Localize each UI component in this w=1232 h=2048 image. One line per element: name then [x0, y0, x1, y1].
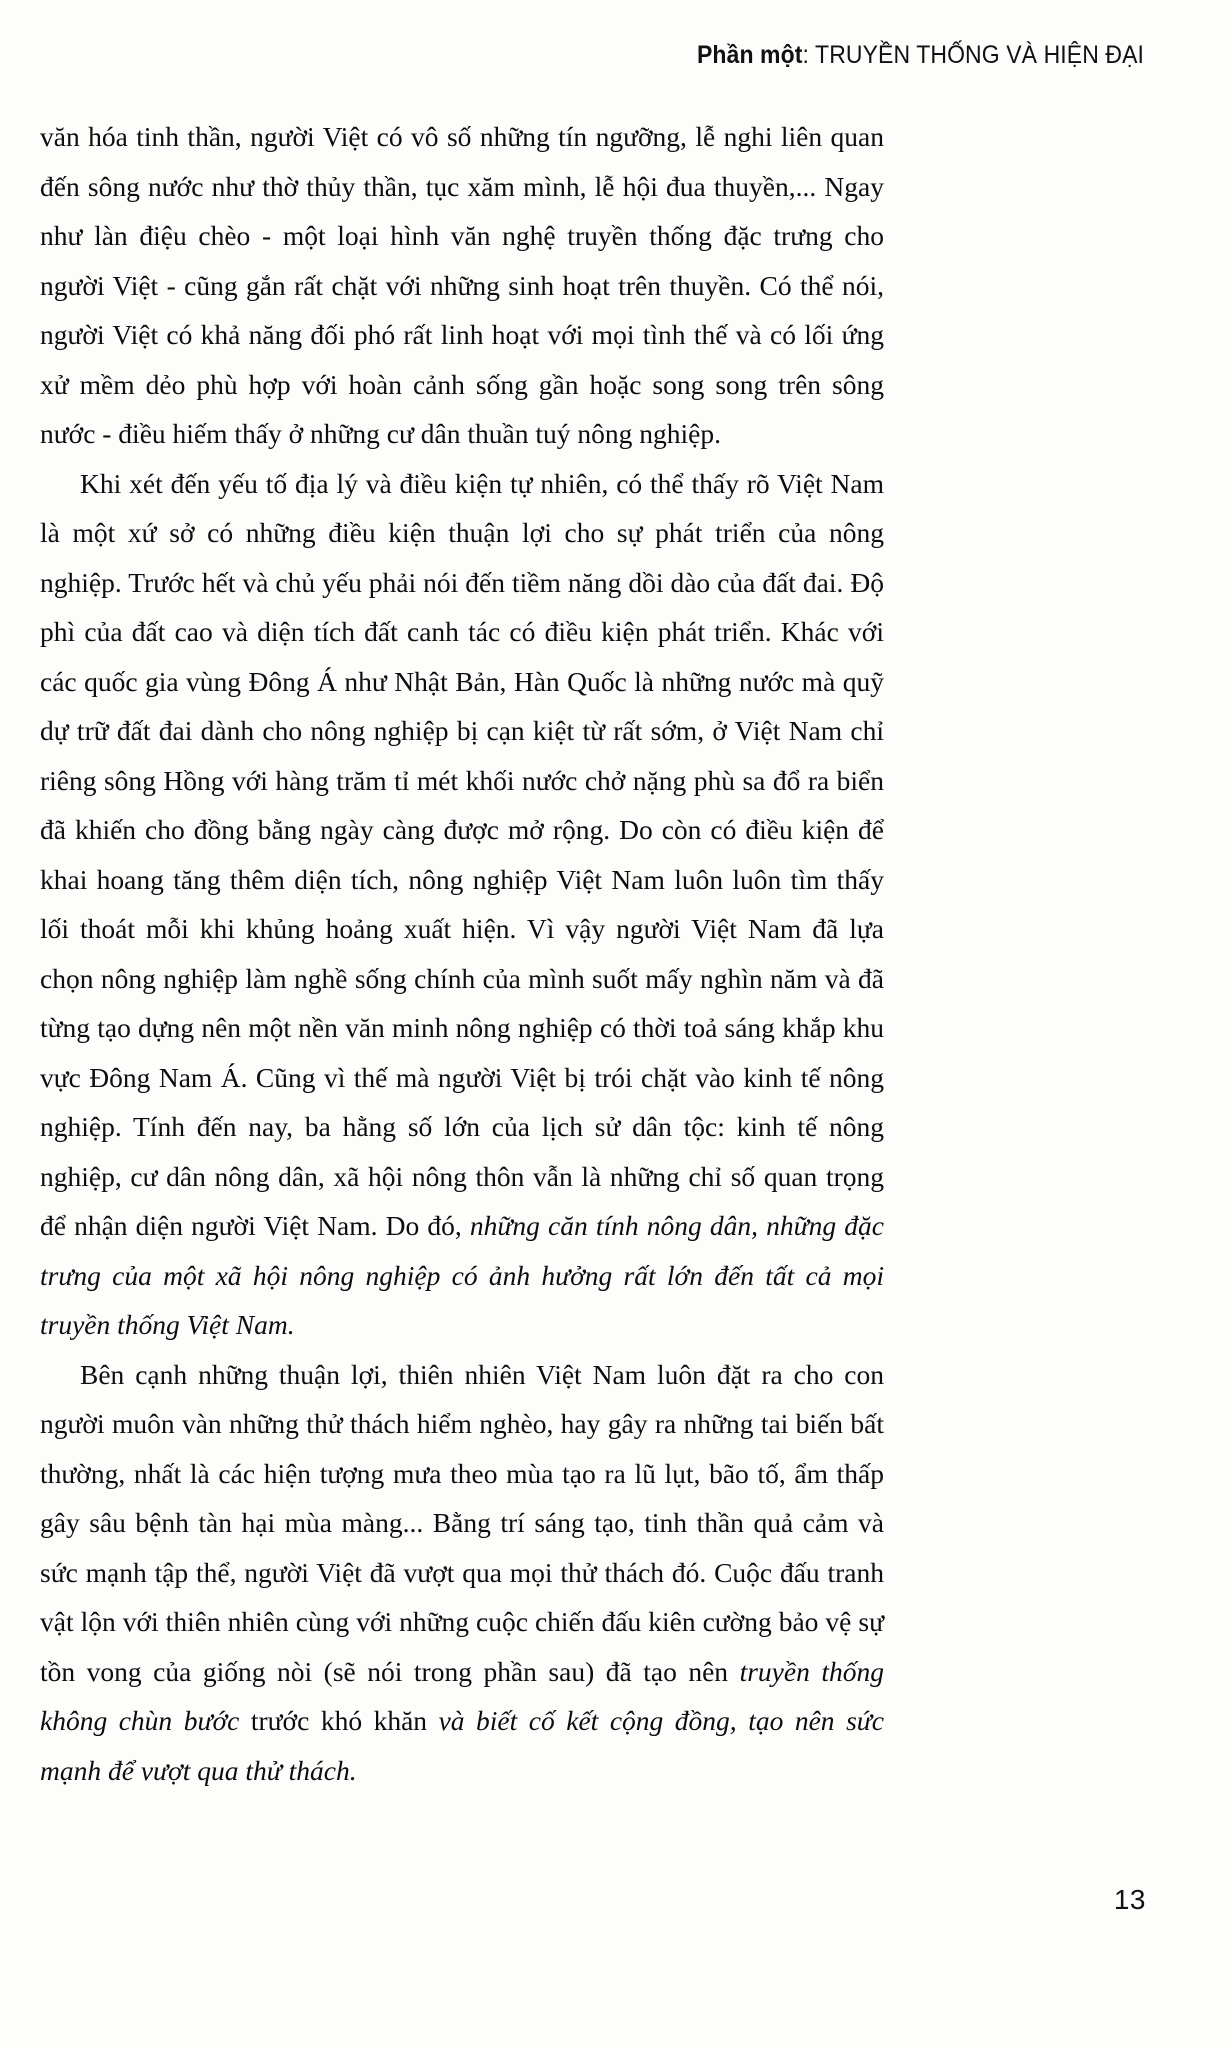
- text-run: Bên cạnh những thuận lợi, thiên nhiên Việt Nam luôn đặt ra cho con người muôn vàn những thử thách hiểm nghèo, hay gây ra những tai biến bất thường, nhất là các hiện tượng mưa theo mùa tạo ra lũ lụt, bão tố, ẩm thấp gây sâu bệnh tàn hại mùa màng... Bằng trí sáng tạo, tinh thần quả cảm và sức mạnh tập thể, người Việt đã vượt qua mọi thử thách đó. Cuộc đấu tranh vật lộn với thiên nhiên cùng với những cuộc chiến đấu kiên cường bảo vệ sự tồn vong của giống nòi (sẽ nói trong phần sau) đã tạo nên: [40, 1358, 884, 1687]
- italic-run: truyền thống không chùn bước: [40, 1655, 884, 1736]
- running-head-section-title: TRUYỀN THỐNG VÀ HIỆN ĐẠI: [815, 41, 1144, 69]
- paragraph: [40, 1350, 884, 1796]
- text-run: trước khó khăn: [239, 1705, 439, 1736]
- text-run: Khi xét đến yếu tố địa lý và điều kiện tự nhiên, có thể thấy rõ Việt Nam là một xứ sở có những điều kiện thuận lợi cho sự phát triển của nông nghiệp. Trước hết và chủ yếu phải nói đến tiềm năng dồi dào của đất đai. Độ phì của đất cao và diện tích đất canh tác có điều kiện phát triển. Khác với các quốc gia vùng Đông Á như Nhật Bản, Hàn Quốc là những nước mà quỹ dự trữ đất đai dành cho nông nghiệp bị cạn kiệt từ rất sớm, ở Việt Nam chỉ riêng sông Hồng với hàng trăm tỉ mét khối nước chở nặng phù sa đổ ra biển đã khiến cho đồng bằng ngày càng được mở rộng. Do còn có điều kiện để khai hoang tăng thêm diện tích, nông nghiệp Việt Nam luôn luôn tìm thấy lối thoát mỗi khi khủng hoảng xuất hiện. Vì vậy người Việt Nam đã lựa chọn nông nghiệp làm nghề sống chính của mình suốt mấy nghìn năm và đã từng tạo dựng nên một nền văn minh nông nghiệp có thời toả sáng khắp khu vực Đông Nam Á. Cũng vì thế mà người Việt bị trói chặt vào kinh tế nông nghiệp. Tính đến nay, ba hằng số lớn của lịch sử dân tộc: kinh tế nông nghiệp, cư dân nông dân, xã hội nông thôn vẫn là những chỉ số quan trọng để nhận diện người Việt Nam. Do đó,: [40, 467, 884, 1241]
- page-number: 13: [1113, 1884, 1146, 1915]
- body-text-column: [40, 112, 884, 1795]
- paragraph: [40, 112, 884, 459]
- italic-run: và biết cố kết cộng đồng, tạo nên sức mạnh để vượt qua thử thách.: [40, 1705, 884, 1786]
- running-head-separator: :: [802, 41, 816, 69]
- text-run: văn hóa tinh thần, người Việt có vô số những tín ngưỡng, lễ nghi liên quan đến sông nước như thờ thủy thần, tục xăm mình, lễ hội đua thuyền,... Ngay như làn điệu chèo - một loại hình văn nghệ truyền thống đặc trưng cho người Việt - cũng gắn rất chặt với những sinh hoạt trên thuyền. Có thể nói, người Việt có khả năng đối phó rất linh hoạt với mọi tình thế và có lối ứng xử mềm dẻo phù hợp với hoàn cảnh sống gần hoặc song song trên sông nước - điều hiếm thấy ở những cư dân thuần tuý nông nghiệp.: [40, 121, 884, 449]
- paragraph: [40, 459, 884, 1350]
- running-head: [147, 42, 1144, 70]
- running-head-part-label: Phần một: [696, 41, 803, 69]
- italic-run: những căn tính nông dân, những đặc trưng của một xã hội nông nghiệp có ảnh hưởng rất lớn đến tất cả mọi truyền thống Việt Nam.: [40, 1210, 884, 1340]
